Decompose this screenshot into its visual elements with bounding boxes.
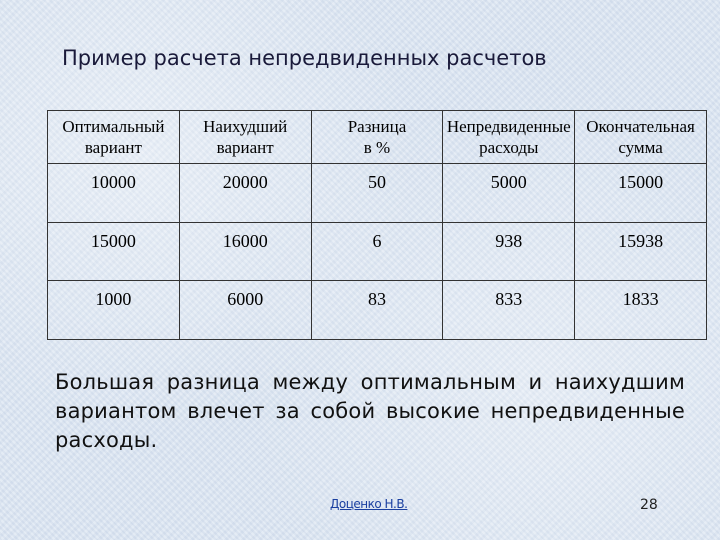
- header-worst-line2: вариант: [216, 138, 274, 157]
- table-cell: 1833: [575, 281, 707, 340]
- header-optimal: [48, 111, 180, 164]
- header-difference-line1: Разница: [347, 117, 407, 136]
- header-difference-line2: в %: [363, 138, 391, 157]
- table-cell: 15938: [575, 222, 707, 281]
- header-final-sum-line1: Окончательная: [586, 117, 695, 136]
- table-row: [48, 281, 707, 340]
- table-cell: 15000: [575, 164, 707, 223]
- table-cell: 6: [311, 222, 443, 281]
- header-final-sum-line2: сумма: [618, 138, 663, 157]
- table-cell: 50: [311, 164, 443, 223]
- header-difference: [311, 111, 443, 164]
- table-header-row: [48, 111, 707, 164]
- table-cell: 15000: [48, 222, 180, 281]
- author-name: Доценко Н.В.: [330, 497, 408, 511]
- table-container: [47, 110, 707, 340]
- header-contingency-line2: расходы: [479, 138, 539, 157]
- slide-title: Пример расчета непредвиденных расчетов: [62, 46, 547, 70]
- table-row: [48, 164, 707, 223]
- header-optimal-line2: вариант: [84, 138, 142, 157]
- header-contingency: [443, 111, 575, 164]
- table-cell: 6000: [179, 281, 311, 340]
- header-worst: [179, 111, 311, 164]
- table-cell: 938: [443, 222, 575, 281]
- header-optimal-line1: Оптимальный: [62, 117, 165, 136]
- page-number: 28: [640, 497, 658, 513]
- table-row: [48, 222, 707, 281]
- table-cell: 1000: [48, 281, 180, 340]
- header-worst-line1: Наихудший: [203, 117, 288, 136]
- header-contingency-line1: Непредвиденные: [446, 117, 571, 136]
- table-cell: 5000: [443, 164, 575, 223]
- table-cell: 83: [311, 281, 443, 340]
- table-cell: 16000: [179, 222, 311, 281]
- conclusion-text: Большая разница между оптимальным и наихудшим вариантом влечет за собой высокие непредвиденные расходы.: [55, 370, 685, 452]
- header-final-sum: [575, 111, 707, 164]
- table-cell: 20000: [179, 164, 311, 223]
- table-cell: 10000: [48, 164, 180, 223]
- calculation-table: [47, 110, 707, 340]
- table-cell: 833: [443, 281, 575, 340]
